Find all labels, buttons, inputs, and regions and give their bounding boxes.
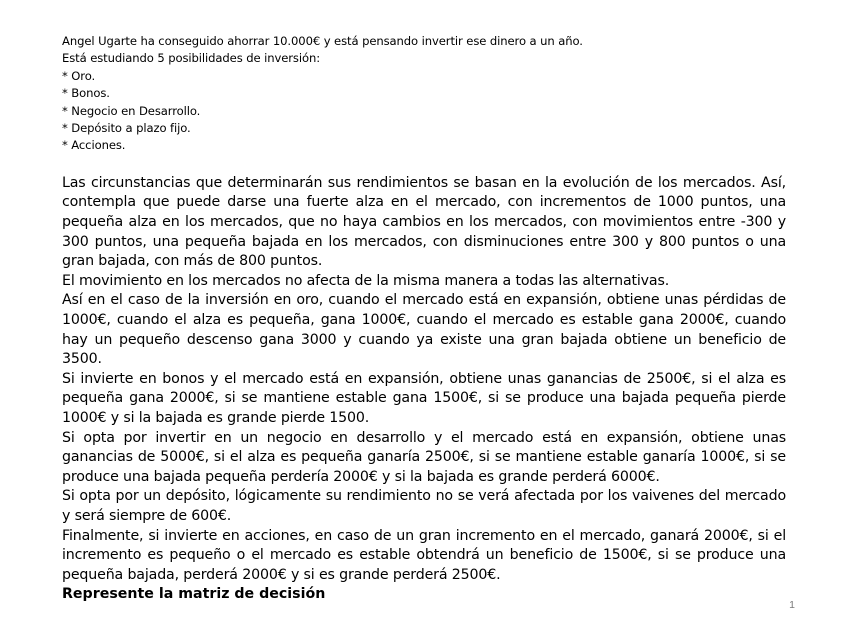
intro-block bbox=[62, 33, 786, 155]
option-business: * Negocio en Desarrollo. bbox=[62, 103, 201, 118]
option-gold: * Oro. bbox=[62, 68, 96, 83]
document-page bbox=[62, 33, 786, 605]
question-heading: Represente la matriz de decisión bbox=[62, 586, 326, 603]
paragraph-market-effect: El movimiento en los mercados no afecta de la misma manera a todas las alternativas. bbox=[62, 272, 670, 289]
option-deposit: * Depósito a plazo fijo. bbox=[62, 121, 191, 136]
option-stocks: * Acciones. bbox=[62, 138, 126, 153]
paragraph-gold: Así en el caso de la inversión en oro, cuando el mercado está en expansión, obtiene unas pérdidas de 1000€, cuando el alza es pequeña, gana 1000€, cuando el mercado es estable gana 2000€, cuando hay un pequeño descenso gana 3000 y cuando ya existe una gran bajada obtiene un beneficio de 3500. bbox=[62, 292, 786, 368]
paragraph-business: Si opta por invertir en un negocio en desarrollo y el mercado está en expansión, obtiene unas ganancias de 5000€, si el alza es pequeña ganaría 2500€, si se mantiene estable ganaría 1000€, si se produce una bajada pequeña perdería 2000€ y si la bajada es grande perderá 6000€. bbox=[62, 429, 786, 485]
paragraph-deposit: Si opta por un depósito, lógicamente su rendimiento no se verá afectada por los vaivenes del mercado y será siempre de 600€. bbox=[62, 488, 786, 524]
page-number: 1 bbox=[789, 599, 795, 611]
intro-line-1: Angel Ugarte ha conseguido ahorrar 10.000€ y está pensando invertir ese dinero a un año. bbox=[62, 34, 583, 48]
paragraph-bonds: Si invierte en bonos y el mercado está en expansión, obtiene unas ganancias de 2500€, si el alza es pequeña gana 2000€, si se mantiene estable gana 1500€, si se produce una bajada pequeña pierde 1000€ y si la bajada es grande pierde 1500. bbox=[62, 370, 786, 426]
paragraph-stocks: Finalmente, si invierte en acciones, en caso de un gran incremento en el mercado, ganará 2000€, si el incremento es pequeño o el mercado es estable obtendrá un beneficio de 1500€, si se produce una pequeña bajada, perderá 2000€ y si es grande perderá 2500€. bbox=[62, 527, 786, 583]
option-bonds: * Bonos. bbox=[62, 86, 110, 101]
paragraph-circumstances: Las circunstancias que determinarán sus rendimientos se basan en la evolución de los mercados. Así, contempla que puede darse una fuerte alza en el mercado, con incrementos de 1000 puntos, una pequeña alza en los mercados, que no haya cambios en los mercados, con movimientos entre -300 y 300 puntos, una pequeña bajada en los mercados, con disminuciones entre 300 y 800 puntos o una gran bajada, con más de 800 puntos. bbox=[62, 174, 786, 270]
intro-line-2: Está estudiando 5 posibilidades de inversión: bbox=[62, 51, 321, 66]
body-text bbox=[62, 174, 786, 585]
